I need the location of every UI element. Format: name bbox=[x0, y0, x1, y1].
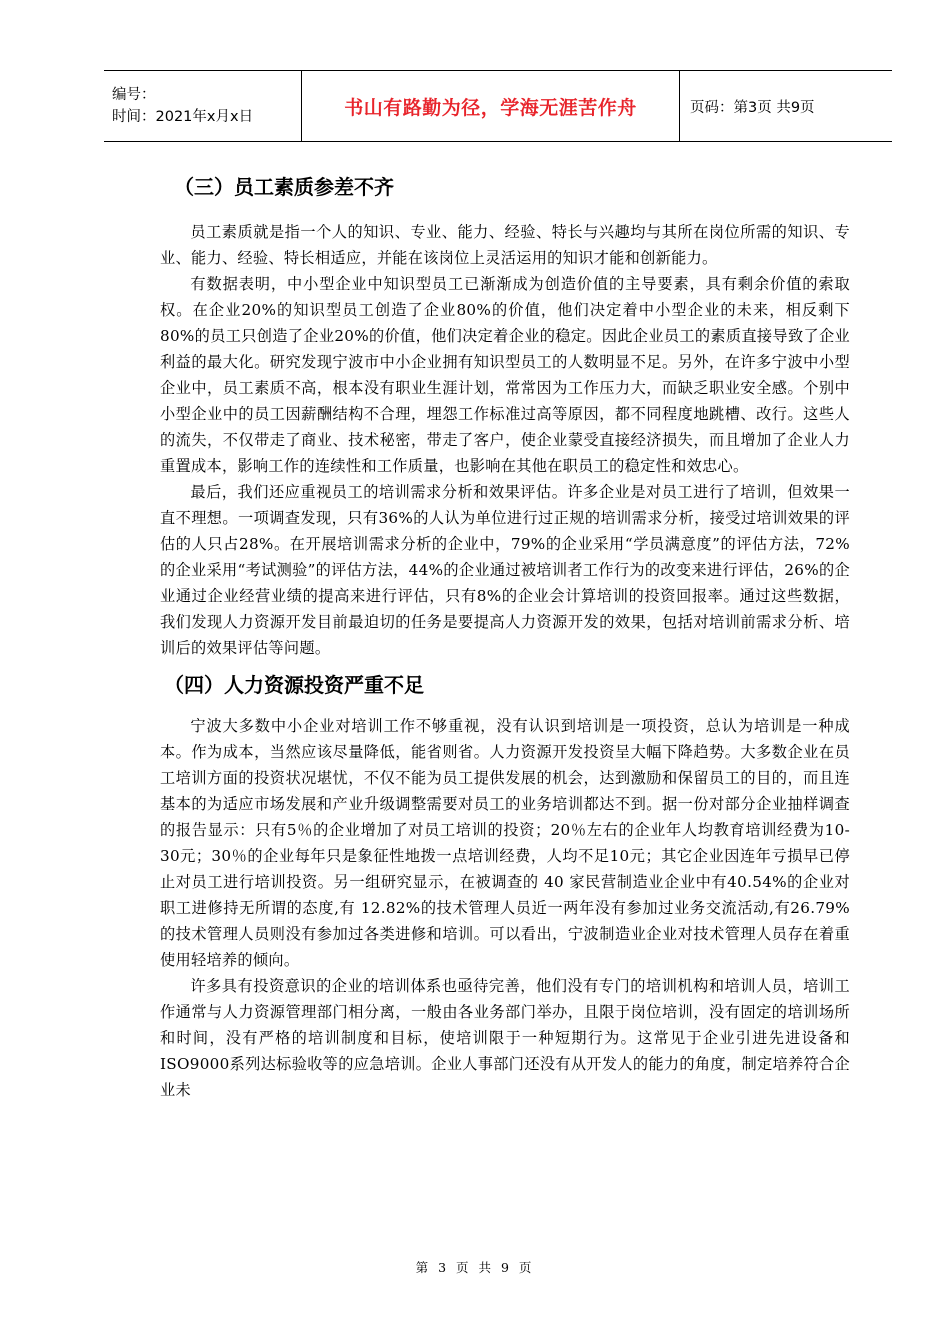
page-footer: 第 3 页 共 9 页 bbox=[415, 1260, 535, 1275]
header-motto: 书山有路勤为径，学海无涯苦作舟 bbox=[302, 71, 680, 141]
document-body bbox=[160, 165, 850, 1103]
paragraph: 宁波大多数中小企业对培训工作不够重视，没有认识到培训是一项投资，总认为培训是一种成本。作为成本，当然应该尽量降低，能省则省。人力资源开发投资呈大幅下降趋势。大多数企业在员工培训方面的投资状况堪忧，不仅不能为员工提供发展的机会，达到激励和保留员工的目的，而且连基本的为适应市场发展和产业升级调整需要对员工的业务培训都达不到。据一份对部分企业抽样调查的报告显示：只有5％的企业增加了对员工培训的投资；20％左右的企业年人均教育培训经费为10-30元；30％的企业每年只是象征性地拨一点培训经费，人均不足10元；其它企业因连年亏损早已停止对员工进行培训投资。另一组研究显示，在被调查的 40 家民营制造业企业中有40.54%的企业对职工进修持无所谓的态度,有 12.82%的技术管理人员近一两年没有参加过业务交流活动,有26.79%的技术管理人员则没有参加过各类进修和培训。可以看出，宁波制造业企业对技术管理人员存在着重使用轻培养的倾向。 bbox=[160, 717, 850, 969]
page-header bbox=[104, 70, 892, 142]
paragraph: 有数据表明，中小型企业中知识型员工已渐渐成为创造价值的主导要素，具有剩余价值的索取权。在企业20%的知识型员工创造了企业80%的价值，他们决定着中小型企业的未来，相反剩下80%的员工只创造了企业20%的价值，他们决定着企业的稳定。因此企业员工的素质直接导致了企业利益的最大化。研究发现宁波市中小企业拥有知识型员工的人数明显不足。另外，在许多宁波中小型企业中，员工素质不高，根本没有职业生涯计划，常常因为工作压力大，而缺乏职业安全感。个别中小型企业中的员工因薪酬结构不合理，埋怨工作标准过高等原因，都不同程度地跳槽、改行。这些人的流失，不仅带走了商业、技术秘密，带走了客户，使企业蒙受直接经济损失，而且增加了企业人力重置成本，影响工作的连续性和工作质量，也影响在其他在职员工的稳定性和效忠心。 bbox=[160, 275, 850, 475]
paragraph: 最后，我们还应重视员工的培训需求分析和效果评估。许多企业是对员工进行了培训，但效果一直不理想。一项调查发现，只有36%的人认为单位进行过正规的培训需求分析，接受过培训效果的评估的人只占28%。在开展培训需求分析的企业中，79%的企业采用“学员满意度”的评估方法，72%的企业采用“考试测验”的评估方法，44%的企业通过被培训者工作行为的改变来进行评估，26%的企业通过企业经营业绩的提高来进行评估，只有8%的企业会计算培训的投资回报率。通过这些数据，我们发现人力资源开发目前最迫切的任务是要提高人力资源开发的效果，包括对培训前需求分析、培训后的效果评估等问题。 bbox=[160, 483, 850, 657]
section-heading: （四）人力资源投资严重不足 bbox=[164, 673, 424, 697]
header-page-info: 页码：第3页 共9页 bbox=[690, 99, 815, 116]
paragraph: 许多具有投资意识的企业的培训体系也亟待完善，他们没有专门的培训机构和培训人员，培训工作通常与人力资源管理部门相分离，一般由各业务部门举办，且限于岗位培训，没有固定的培训场所和时间，没有严格的培训制度和目标，使培训限于一种短期行为。这常见于企业引进先进设备和ISO9000系列达标验收等的应急培训。企业人事部门还没有从开发人的能力的角度，制定培养符合企业未 bbox=[160, 977, 850, 1099]
section-heading: （三）员工素质参差不齐 bbox=[174, 175, 394, 199]
document-number-label: 编号： bbox=[112, 87, 156, 103]
document-date: 时间：2021年x月x日 bbox=[112, 109, 254, 125]
header-meta bbox=[104, 71, 302, 141]
paragraph: 员工素质就是指一个人的知识、专业、能力、经验、特长与兴趣均与其所在岗位所需的知识、专业、能力、经验、特长相适应，并能在该岗位上灵活运用的知识才能和创新能力。 bbox=[160, 223, 850, 267]
